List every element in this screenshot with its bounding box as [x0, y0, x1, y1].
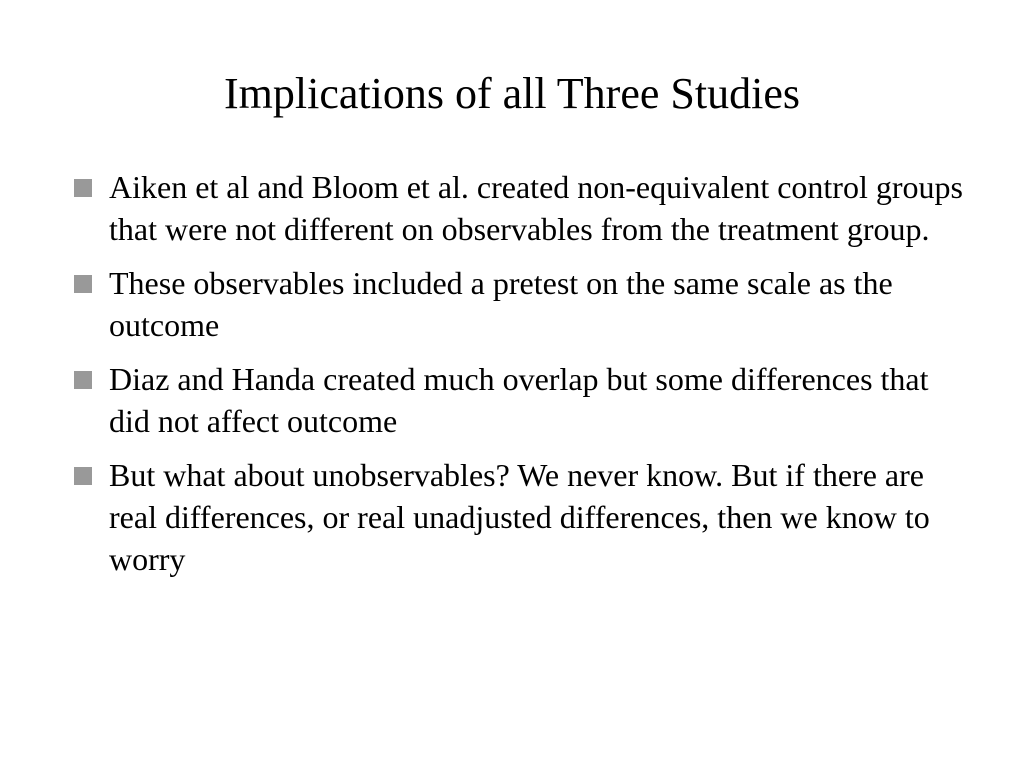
slide-title: Implications of all Three Studies [224, 69, 800, 118]
bullet-text: These observables included a pretest on the same scale as the outcome [109, 265, 893, 343]
bullet-item [74, 454, 974, 580]
bullet-item [74, 166, 974, 250]
bullet-item [74, 358, 974, 442]
bullet-list [74, 166, 974, 592]
bullet-text: Aiken et al and Bloom et al. created non-equivalent control groups that were not different on observables from the treatment group. [109, 169, 963, 247]
bullet-item [74, 262, 974, 346]
square-bullet-icon [74, 467, 92, 485]
square-bullet-icon [74, 371, 92, 389]
square-bullet-icon [74, 179, 92, 197]
square-bullet-icon [74, 275, 92, 293]
bullet-text: But what about unobservables? We never know. But if there are real differences, or real unadjusted differences, then we know to worry [109, 457, 930, 577]
bullet-text: Diaz and Handa created much overlap but some differences that did not affect outcome [109, 361, 929, 439]
